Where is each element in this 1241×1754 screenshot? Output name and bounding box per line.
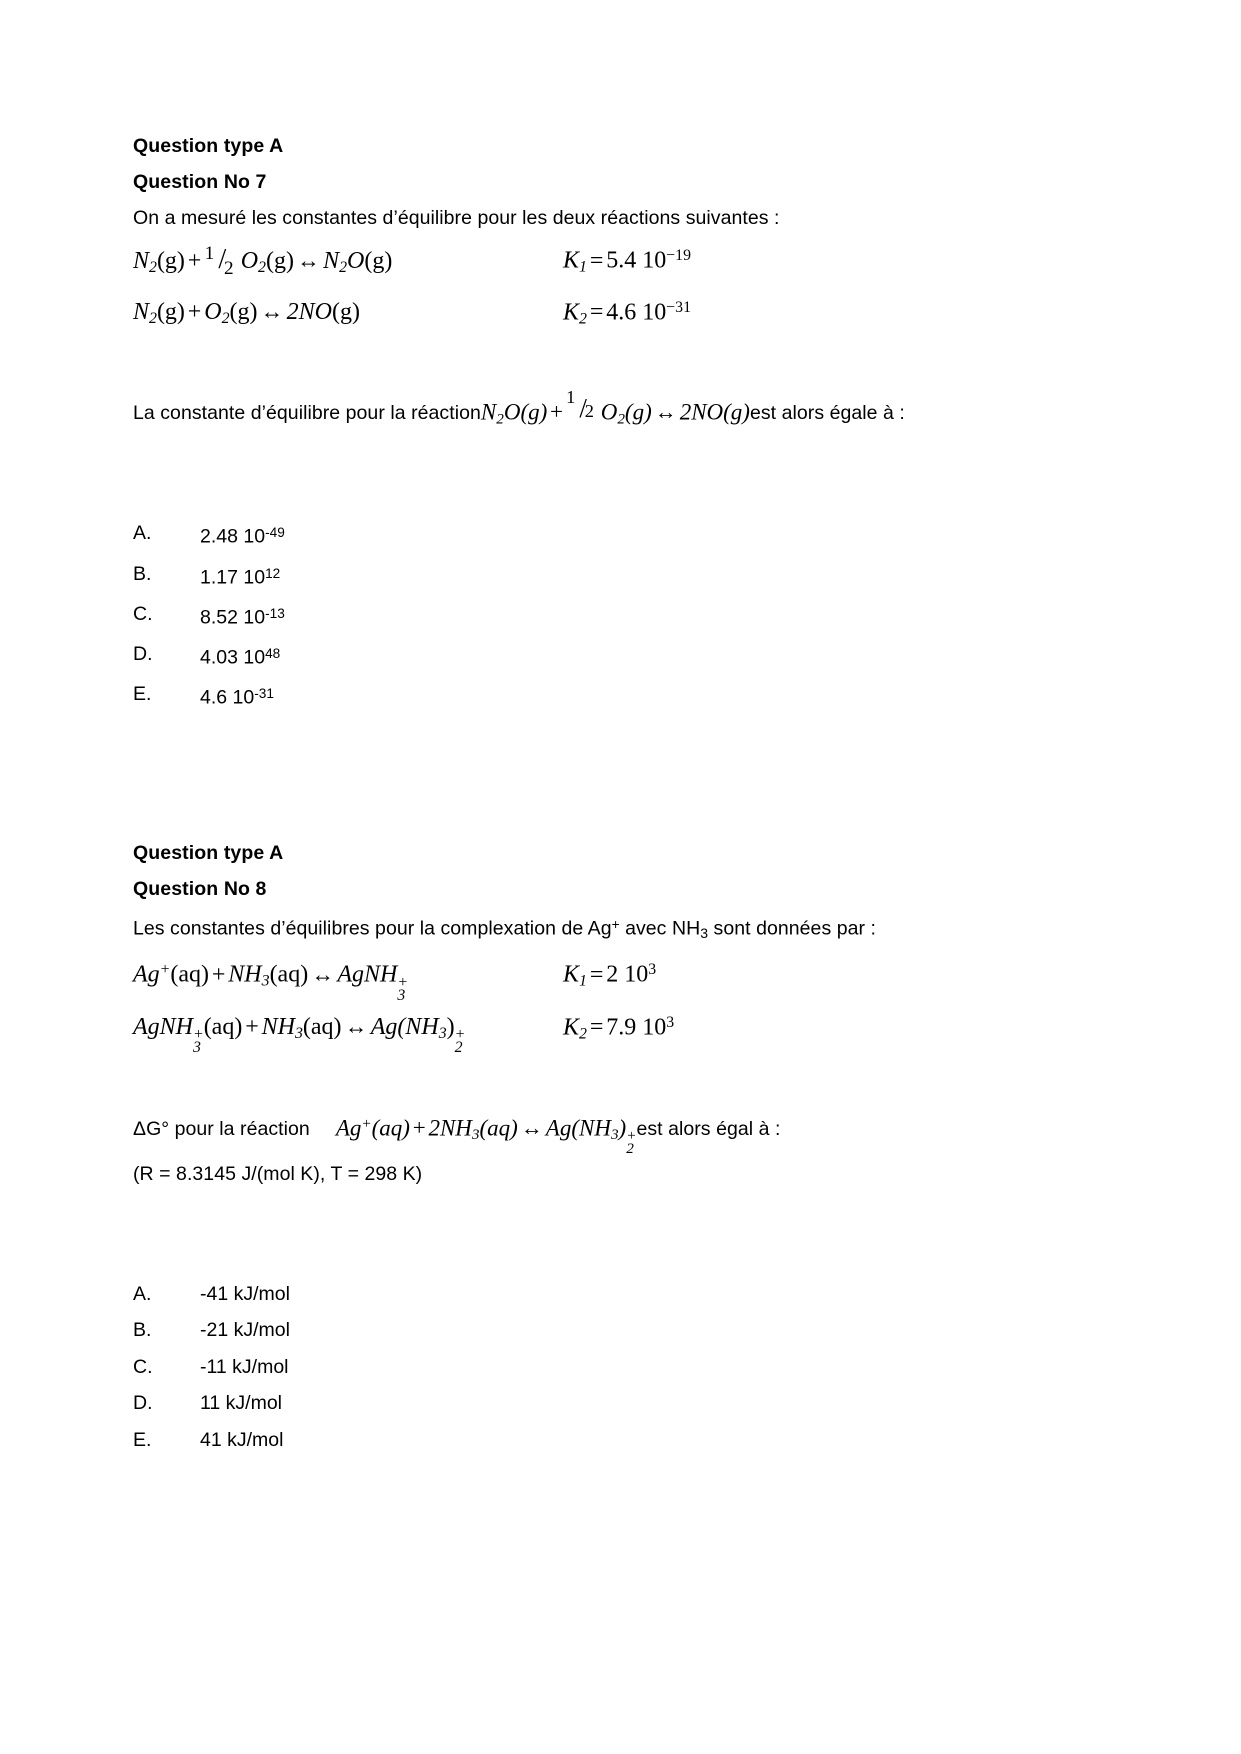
choice-mantissa: 8.52 10	[200, 606, 266, 629]
constant-value: 7.9 10	[606, 1014, 667, 1041]
question-number-label-8: Question No 8	[133, 877, 267, 900]
question-prompt-7	[133, 387, 1123, 431]
subscript: 2	[221, 310, 230, 328]
choice-letter: B.	[133, 562, 152, 585]
answer-choices-7	[133, 515, 1123, 716]
superscript-charge: +	[626, 1126, 637, 1144]
intro-text-c: sont données par :	[708, 917, 876, 940]
plus-operator: +	[412, 1115, 426, 1141]
state-label: (aq)	[371, 1115, 410, 1141]
constant-expression-7-1	[563, 236, 691, 288]
answer-choice[interactable]	[133, 636, 1123, 676]
choice-mantissa: 2.48 10	[200, 526, 266, 549]
state-label: (aq)	[170, 961, 209, 988]
subscript: 2	[579, 1025, 587, 1043]
subscript: 2	[258, 258, 266, 276]
species-o2: O	[204, 299, 222, 326]
equation-row-7-2	[133, 288, 1123, 340]
species-nh3: 2NH	[428, 1115, 472, 1141]
question-block-8	[133, 835, 1123, 1459]
equals-sign: =	[589, 299, 604, 326]
choice-value: -11 kJ/mol	[200, 1355, 289, 1378]
constant-expression-7-2	[563, 288, 691, 340]
equilibrium-arrow-icon: ↔	[520, 1116, 543, 1141]
constant-value: 2 10	[606, 961, 649, 988]
constant-symbol: K	[563, 1014, 580, 1041]
equilibrium-arrow-icon: ↔	[654, 400, 677, 425]
answer-choice[interactable]	[133, 1422, 1123, 1459]
closing-paren: )	[618, 1115, 627, 1141]
subscript: 2	[617, 410, 625, 428]
exponent: 3	[648, 961, 657, 979]
sub-superscript-group	[397, 975, 408, 1003]
subscript: 3	[294, 1025, 303, 1043]
section-gap	[133, 717, 1123, 835]
equals-sign: =	[589, 247, 604, 274]
species-complex: Ag(NH	[370, 1014, 439, 1041]
spacer	[133, 339, 1123, 395]
equilibrium-arrow-icon: ↔	[311, 961, 335, 987]
state-label: (g)	[265, 247, 294, 274]
half-fraction	[204, 243, 240, 279]
equilibrium-arrow-icon: ↔	[260, 299, 284, 325]
equation-row-8-1	[133, 950, 1123, 1003]
subscript: 3	[438, 1025, 447, 1043]
equals-sign: =	[589, 1014, 604, 1041]
fraction-bar: /	[579, 392, 587, 423]
fraction-numerator: 1	[204, 243, 215, 265]
closing-paren: )	[446, 1014, 455, 1041]
choice-value: -41 kJ/mol	[200, 1282, 290, 1305]
prompt-lead-text: La constante d’équilibre pour la réaction	[133, 402, 481, 425]
reaction-equation-7-2	[133, 292, 563, 339]
constant-expression-8-2	[563, 1003, 674, 1055]
subscript: 3	[700, 924, 709, 941]
subscript: 2	[579, 310, 587, 328]
species-n2o-n: N	[480, 399, 497, 425]
exponent: −31	[666, 298, 691, 316]
answer-choice[interactable]	[133, 676, 1123, 716]
choice-letter: B.	[133, 1319, 152, 1342]
subscript: 2	[339, 258, 348, 276]
plus-operator: +	[211, 961, 226, 988]
equals-sign: =	[589, 961, 604, 988]
equation-row-7-1	[133, 236, 1123, 288]
state-label: (g)	[156, 247, 185, 274]
prompt-lead-text: ΔG° pour la réaction	[133, 1118, 310, 1141]
plus-operator: +	[187, 247, 202, 274]
constant-symbol: K	[563, 961, 580, 988]
species-nh3: NH	[228, 961, 262, 988]
answer-choice[interactable]	[133, 556, 1123, 596]
question-block-7	[133, 128, 1123, 717]
equation-row-8-2	[133, 1003, 1123, 1056]
state-label: (aq)	[203, 1014, 243, 1041]
state-label: (g)	[331, 299, 360, 326]
state-label: (aq)	[479, 1115, 518, 1141]
superscript-charge: +	[397, 973, 409, 991]
subscript: 3	[397, 986, 406, 1004]
equilibrium-arrow-icon: ↔	[297, 247, 320, 273]
species-n2-a: N	[133, 247, 150, 274]
prompt-reaction-8	[336, 1115, 637, 1156]
choice-value	[200, 596, 285, 636]
choice-exponent: 12	[265, 565, 281, 581]
answer-choice[interactable]	[133, 1276, 1123, 1313]
prompt-conditions-8: (R = 8.3145 J/(mol K), T = 298 K)	[133, 1162, 423, 1185]
spacer	[133, 1055, 1123, 1111]
plus-operator: +	[550, 399, 563, 425]
answer-choices-8	[133, 1276, 1123, 1459]
superscript-charge: +	[361, 1115, 372, 1133]
constant-symbol: K	[563, 299, 580, 326]
species-ag: Ag	[133, 961, 160, 988]
choice-mantissa: 4.03 10	[200, 646, 266, 669]
half-fraction	[566, 387, 601, 423]
choice-letter: E.	[133, 1428, 152, 1451]
constant-value: 4.6 10	[606, 299, 667, 326]
reaction-equation-8-1	[133, 950, 563, 1003]
subscript: 2	[454, 1039, 463, 1057]
answer-choice[interactable]	[133, 1312, 1123, 1349]
state-label: (g)	[520, 399, 548, 425]
species-n2o-n: N	[323, 247, 340, 274]
state-label: (aq)	[269, 961, 309, 988]
state-label: (g)	[624, 399, 652, 425]
question-intro-8	[133, 907, 1123, 951]
fraction-bar: /	[218, 243, 227, 275]
species-o2: O	[600, 399, 618, 425]
choice-letter: A.	[133, 1282, 152, 1305]
superscript-charge: +	[159, 961, 171, 979]
choice-mantissa: 1.17 10	[200, 566, 266, 589]
species-o2: O	[240, 247, 259, 274]
subscript: 1	[579, 973, 587, 990]
choice-letter: A.	[133, 522, 152, 545]
superscript-charge: +	[454, 1026, 466, 1044]
choice-value	[200, 515, 285, 555]
subscript: 3	[193, 1039, 201, 1057]
superscript-charge: +	[193, 1026, 204, 1044]
choice-exponent: 48	[265, 646, 281, 662]
species-agnh3: AgNH	[337, 961, 398, 988]
choice-value: -21 kJ/mol	[200, 1319, 290, 1342]
answer-choice[interactable]	[133, 1349, 1123, 1386]
subscript: 2	[626, 1139, 634, 1157]
question-type-label-7: Question type A	[133, 135, 284, 157]
fraction-numerator: 1	[566, 387, 576, 408]
reaction-equation-7-1	[133, 241, 563, 288]
sub-superscript-group	[626, 1126, 637, 1157]
question-intro-7: On a mesuré les constantes d’équilibre pour les deux réactions suivantes :	[133, 207, 780, 229]
fraction-denominator: 2	[223, 257, 234, 279]
prompt-reaction-7	[480, 387, 750, 428]
question-number-label-7: Question No 7	[133, 171, 267, 193]
choice-exponent: -49	[265, 525, 285, 541]
constant-value: 5.4 10	[606, 247, 667, 274]
choice-letter: E.	[133, 683, 152, 706]
species-complex: Ag(NH	[545, 1115, 611, 1141]
choice-value	[200, 636, 280, 676]
answer-choice[interactable]	[133, 515, 1123, 555]
choice-exponent: -31	[254, 686, 274, 702]
answer-choice[interactable]	[133, 1385, 1123, 1422]
state-label: (g)	[723, 399, 750, 425]
answer-choice[interactable]	[133, 596, 1123, 636]
species-agnh3: AgNH	[133, 1014, 193, 1041]
subscript: 2	[496, 410, 504, 428]
choice-value: 11 kJ/mol	[200, 1392, 282, 1415]
subscript: 3	[471, 1126, 480, 1144]
exponent: −19	[666, 247, 691, 264]
sub-superscript-group	[455, 1027, 466, 1055]
question-type-label-8: Question type A	[133, 841, 284, 864]
state-label: (g)	[156, 299, 185, 326]
species-no: 2NO	[286, 299, 332, 326]
intro-text-b: avec NH	[619, 917, 701, 940]
state-label: (aq)	[302, 1014, 342, 1041]
question-prompt-8	[133, 1111, 1123, 1156]
plus-operator: +	[245, 1014, 259, 1041]
prompt-tail-text: est alors égale à :	[749, 402, 905, 425]
choice-value	[200, 556, 280, 596]
state-label: (g)	[229, 299, 258, 326]
fraction-denominator: 2	[584, 401, 594, 422]
species-nh3: NH	[261, 1014, 295, 1041]
choice-exponent: -13	[265, 605, 285, 621]
species-ag: Ag	[335, 1115, 362, 1141]
state-label: (g)	[364, 247, 393, 274]
plus-operator: +	[187, 299, 202, 326]
subscript: 3	[261, 973, 270, 990]
choice-letter: C.	[133, 602, 153, 625]
species-n2o-o: O	[347, 247, 365, 274]
spacer	[133, 1192, 1123, 1268]
prompt-tail-text: est alors égal à :	[636, 1118, 781, 1141]
reaction-equation-8-2	[133, 1007, 563, 1055]
species-n2o-o: O	[503, 399, 521, 425]
intro-text-a: Les constantes d’équilibres pour la complexation de Ag	[133, 917, 612, 940]
choice-letter: D.	[133, 1392, 153, 1415]
constant-symbol: K	[563, 247, 580, 274]
species-no: 2NO	[679, 399, 724, 425]
superscript-charge: +	[611, 916, 620, 932]
equilibrium-arrow-icon: ↔	[344, 1014, 368, 1040]
species-n2-a: N	[133, 299, 150, 326]
choice-letter: C.	[133, 1355, 153, 1378]
page-content	[133, 128, 1123, 1458]
spacer	[133, 431, 1123, 507]
subscript: 2	[149, 310, 157, 328]
choice-value	[200, 676, 274, 716]
sub-superscript-group	[193, 1027, 204, 1055]
subscript: 2	[149, 258, 157, 276]
choice-value: 41 kJ/mol	[200, 1428, 284, 1451]
exponent: 3	[666, 1013, 675, 1031]
subscript: 3	[610, 1126, 619, 1144]
choice-letter: D.	[133, 643, 153, 666]
constant-expression-8-1	[563, 950, 656, 1002]
subscript: 1	[579, 258, 587, 276]
choice-mantissa: 4.6 10	[200, 687, 255, 709]
